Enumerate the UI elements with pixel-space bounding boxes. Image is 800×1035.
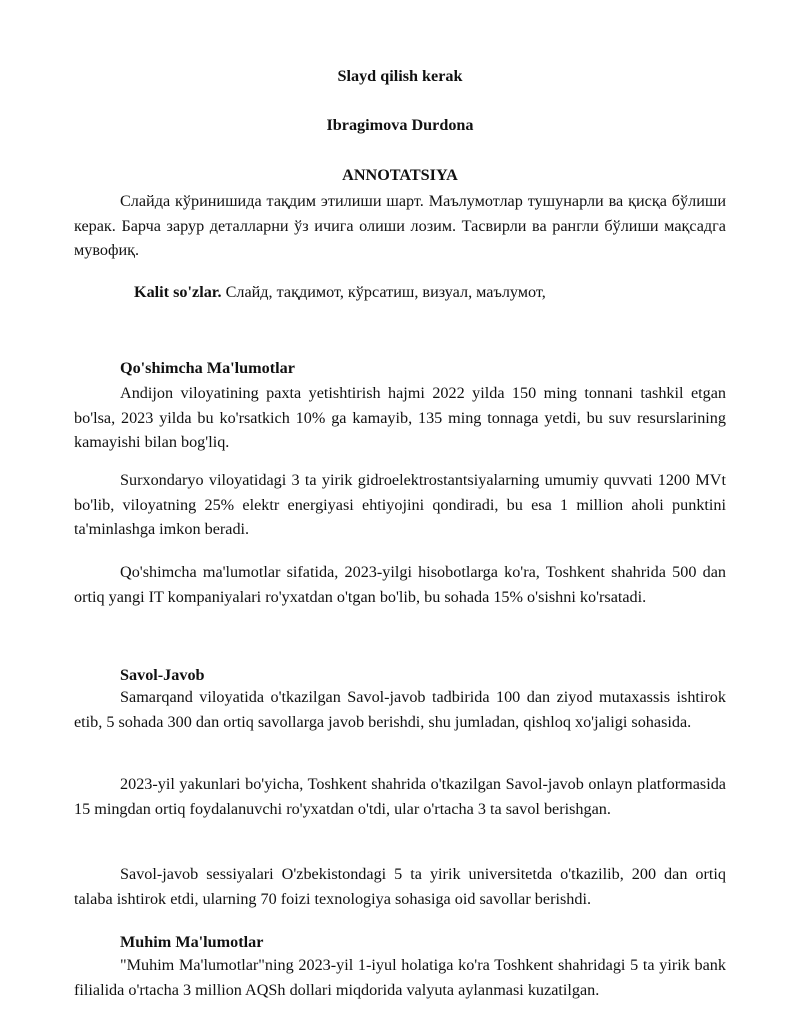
section-paragraph: Savol-javob sessiyalari O'zbekistondagi 5 ta yirik universitetda o'tkazilib, 200 dan ortiq talaba ishtirok etdi, ularning 70 foizi texnologiya sohasiga oid savollar berishdi. (74, 865, 726, 908)
section-heading-qoshimcha: Qo'shimcha Ma'lumotlar (120, 359, 295, 377)
section-paragraph: "Muhim Ma'lumotlar"ning 2023-yil 1-iyul holatiga ko'ra Toshkent shahridagi 5 ta yirik bank filialida o'rtacha 3 million AQSh dollari miqdorida valyuta aylanmasi kuzatilgan. (74, 956, 726, 999)
keywords-text: Слайд, тақдимот, кўрсатиш, визуал, маълумот, (221, 283, 546, 301)
document-author: Ibragimova Durdona (326, 116, 474, 134)
document-title: Slayd qilish kerak (337, 67, 463, 85)
annotation-paragraph: Слайда кўринишида тақдим этилиши шарт. Маълумотлар тушунарли ва қисқа бўлиши керак. Барча зарур деталларни ўз ичига олиши лозим. Тасвирли ва рангли бўлиши мақсадга мувофиқ. (74, 192, 726, 259)
section-paragraph: Surxondaryo viloyatidagi 3 ta yirik gidroelektrostantsiyalarning umumiy quvvati 1200 MVt bo'lib, viloyatning 25% elektr energiyasi ehtiyojini qondiradi, bu esa 1 million aholi punktini ta'minlashga imkon beradi. (74, 471, 726, 538)
section-paragraph: 2023-yil yakunlari bo'yicha, Toshkent shahrida o'tkazilgan Savol-javob onlayn platformasida 15 mingdan ortiq foydalanuvchi ro'yxatdan o'tdi, ular o'rtacha 3 ta savol berishgan. (74, 775, 726, 818)
section-paragraph: Qo'shimcha ma'lumotlar sifatida, 2023-yilgi hisobotlarga ko'ra, Toshkent shahrida 500 dan ortiq yangi IT kompaniyalari ro'yxatdan o'tgan bo'lib, bu sohada 15% o'sishni ko'rsatadi. (74, 563, 726, 606)
keywords-label: Kalit so'zlar. (134, 283, 222, 301)
keywords-line (134, 283, 546, 302)
section-paragraph: Samarqand viloyatida o'tkazilgan Savol-javob tadbirida 100 dan ziyod mutaxassis ishtirok etib, 5 sohada 300 dan ortiq savollarga javob berishdi, shu jumladan, qishloq xo'jaligi sohasida. (74, 688, 726, 731)
section-heading-muhim: Muhim Ma'lumotlar (120, 933, 264, 951)
annotation-heading: ANNOTATSIYA (342, 166, 458, 184)
section-heading-savol-javob: Savol-Javob (120, 666, 205, 684)
section-paragraph: Andijon viloyatining paxta yetishtirish hajmi 2022 yilda 150 ming tonnani tashkil etgan bo'lsa, 2023 yilda bu ko'rsatkich 10% ga kamayib, 135 ming tonnaga yetdi, bu suv resurslarining kamayishi bilan bog'liq. (74, 384, 726, 451)
